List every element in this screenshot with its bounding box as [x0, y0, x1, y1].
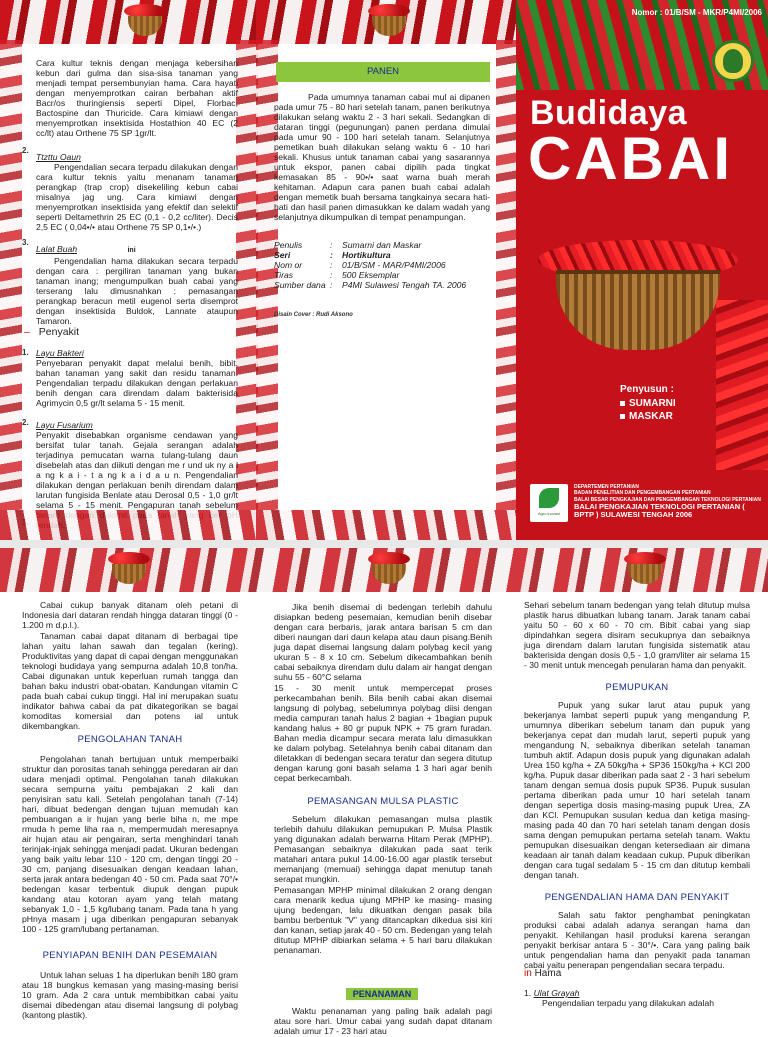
intro-paragraph: Tanaman cabai dapat ditanam di berbagai tipe lahan yaitu lahan sawah dan tegalan (kering). Produktivitas yang dapat di capai dengan menggunakan teknologi budidaya yang sempurna adalah 10,8 ton/ha. Cabai digunakan untuk keperluan rumah tangga dan bahan baku industri obat-obatan. Kandungan vitamin C pada buah cabai cukup tinggi. Hal ini merupakan suatu indikator bahwa cabai da pat dikategorikan se bagai komoditas komersial dan potens ial untuk dikembangkan. [22, 631, 238, 731]
page-separator [0, 540, 768, 548]
item-number: 2. [22, 146, 29, 155]
cover-publication-number: Nomor : 01/B/SM - MKR/P4MI/2006 [631, 8, 762, 17]
panen-heading: PANEN [276, 62, 490, 82]
author-name: SUMARNI [620, 398, 676, 409]
penyakit-heading-label: Penyakit [38, 326, 80, 338]
panen-paragraph: Pada umumnya tanaman cabai mul ai dipanen pada umur 75 - 80 hari setelah tanam, panen berikutnya dilakukan selang waktu 2 - 3 hari sekali. Sedangkan di dataran tinggi (pegunungan) panen perdana dimulai pada umur 90 - 100 hari setelah tanam. Selanjutnya pemetikan buah dilakukan selang waktu 6 - 10 hari sekali. Khusus untuk tanaman cabai yang sasarannya untuk ekspor, panen cabai dipilih pada tingkat kemasakan 85 - 90•/• saat warna buah merah kehitaman. Adapun cara panen buah cabai adalah dengan memetik buah bersama tangkainya secara hati-hati dan hasil panen dimasukkan ke dalam wadah yang selanjutnya dikumpulkan di tempat penampungan. [274, 92, 490, 222]
item-title: Lalat Buah [36, 244, 78, 254]
hama-paragraph: Salah satu faktor penghambat peningkatan produksi cabai adalah adanya serangan hama dan penyakit. Kehilangan hasil produksi karena serangan penyakit berkisar antara 5 - 30°/•. Cara yang paling baik untuk pengendalian hama dan penyakit pada tanaman cabai yaitu penerapan pengendalian secara terpadu. [524, 910, 750, 970]
pengolahan-heading: PENGOLAHAN TANAH [77, 734, 183, 745]
penanaman-paragraph: Waktu penanaman yang paling baik adalah pagi atau sore hari. Umur cabai yang sudah dapat ditanam adalah umur 17 - 23 hari atau [274, 1006, 492, 1036]
tanam-paragraph: Sehari sebelum tanam bedengan yang telah ditutup mulsa plastik harus dibuatkan lubang tanam. Jarak tanam cabai yaitu 50 - 60 x 60 - 70 cm. Bibit cabai yang siap dipindahkan segera disiram secukupnya dan sebaiknya juga direndam dalam larutan fungisida sistematik atau bakterisida dengan dosis 0,5 - 1,0 gram/liter air selama 15 - 30 menit untuk mencegah penularan hama dan penyakit. [524, 600, 750, 670]
item-number: 2. [22, 418, 29, 427]
cover-title-budidaya: Budidaya [530, 94, 688, 132]
meta-key: Penulis [274, 240, 303, 250]
pesemaian-column [274, 602, 492, 784]
publisher-organization [574, 484, 764, 520]
agro-inovasi-logo-icon [530, 484, 568, 522]
bullet-icon [620, 401, 625, 406]
hama-subheading [524, 968, 561, 979]
item-block [524, 988, 750, 1009]
hama-penyakit-text [524, 910, 750, 971]
item-block [36, 348, 238, 409]
hama-penyakit-heading: PENGENDALIAN HAMA DAN PENYAKIT [544, 892, 730, 903]
dash-marker: – [24, 326, 30, 338]
chili-basket-image [538, 240, 738, 350]
item-text: Pengendalian hama dilakukan secara terpadu dengan cara : pergiliran tanaman yang bukan tanaman inang; mengumpulkan buah cabai yang terserang lalu dimusnahkan : pemasangan perangkap beracun metil eugenol serta disemprot dengan insektisida Buldok, Lannate ataupun Tamaron. [36, 256, 238, 326]
intro-paragraph: Cabai cukup banyak ditanam oleh petani di Indonesia dari dataran rendah hingga dataran tinggi (0 - 1.200 m d.p.l.). [22, 600, 238, 630]
org-line: BADAN PENELITIAN DAN PENGEMBANGAN PERTANIAN [574, 490, 711, 497]
penyakit-heading [24, 326, 79, 338]
panen-text [274, 92, 490, 223]
chili-basket-icon [366, 4, 412, 40]
item-title: Ttzttu Oaun [36, 152, 81, 162]
meta-value: Hortikultura [342, 250, 391, 260]
pengolahan-paragraph: Pengolahan tanah bertujuan untuk memperbaiki struktur dan porositas tanah sehingga peredaran air dan udara menjadi optimal. Pengolahan tanah dilakukan secara sempurna yaitu pembajakan 2 kali dan penyisiran satu kali. Setelah pengolahan tanah (7-14) hari, dibuat bedengan dengan tujuan memudah kan pembuangan a ir hujan yang berle biha n, me mpe rmuda h peme liha raa n, mempermudah meresapnya air hujan atau air pengairan, serta menghindari tanah terinjak-injak sehingga menjadi padat. Ukuran bedengan yang baik yaitu lebar 110 - 120 cm, dengan tinggi 20 - 30 cm, panjang disesuaikan dengan keadaan lahan, serta jarak antara bedengan 40 - 50 cm. Pada saat 70°/• bedengan kasar terbentuk diupuk dengan pupuk kandang atau kotoran ayam yang telah matang sebanyak 1,0 - 1,5 kg/lubang tanam. Pada tana h yang pHnya masam j uga diberikan pengapuran sebanyak 100 - 125 gram/lubang pertanaman. [22, 754, 238, 934]
item-title: Layu Bakteri [36, 348, 84, 358]
hama-intro-text: Cara kultur teknis dengan menjaga kebersihan kebun dari gulma dan sisa-sisa tanaman yang menjadi tempat persembunyian hama. Cara hayati dengan menyemprotkan cairan berbahan aktif Bacr/os thuringiensis seperti Dipel, Florbac, Bactospine dan Thuricide. Cara kimiawi dengan menyemprotkan insektisida Hostathion 40 EC (2 cc/lt) atau Orthene 75 SP 1gr/lt. [36, 58, 238, 138]
department-logo-icon [712, 40, 754, 82]
item-number: 3. [22, 238, 29, 247]
item-text: Pengendalian secara terpadu dilakukan dengan cara kultur teknis yaitu menanam tanaman perangkap (trap crop) disekeliling kebun cabai misalnya jag ung. Cara kimiawi dengan menyemprotkan insektisida yang efektif dan selektif seperti Deltamethrin 25 EC (0,1 - 0,2 cc/liter). Decis 2,5 EC ( 0,04•/• atau Orthene 75 SP 0,1•/•.) [36, 162, 238, 232]
meta-key: Tiras [274, 270, 294, 280]
org-line: DEPARTEMEN PERTANIAN [574, 484, 639, 490]
item-text: Penyebaran penyakit dapat melalui benih, bibit, bahan tanaman yang sakit dan residu tanaman. Pengendalian terpadu dilakukan dengan perlakuan benih dengan cara direndam dalam bakterisida Agrimycin 0,5 gr/lt selama 5 - 15 menit. [36, 358, 238, 408]
meta-key: Sumber dana [274, 280, 326, 290]
penanaman-heading: PENANAMAN [346, 988, 418, 1000]
chili-basket-icon [122, 4, 168, 40]
item-text: Penyakit disebabkan organisme cendawan yang bersifat tular tanah. Gejala serangan adalah terjadinya pemucatan warna tulang-tulang daun disebelah atas dan diikuti dengan me r und uk ny a l a ng k a i - t a ng k a i d a u n. Pengendalian dilakukan dengan perlakuan benih direndam dalam larutan fungisida Benlate atau Derosal 0,5 - 1,0 gr/lt selama 5 - 15 menit. Pengapuran tanah sebelum [36, 430, 238, 510]
item-title-suffix: ini [127, 247, 136, 254]
meta-key: Seri [274, 250, 291, 260]
org-name: BALAI PENGKAJIAN TEKNOLOGI PERTANIAN ( BPTP ) SULAWESI TENGAH 2006 [574, 501, 745, 520]
red-chili-image [716, 300, 768, 470]
panel-back-cover [256, 0, 516, 540]
meta-value: Sumarni dan Maskar [342, 240, 422, 250]
pengolahan-text [22, 754, 238, 935]
meta-row: Penulis : Sumarni dan Maskar [274, 240, 422, 250]
item-text: Pengendalian terpadu yang dilakukan adalah [542, 998, 715, 1008]
hama-prefix: in [524, 968, 532, 979]
pemupukan-paragraph: Pupuk yang sukar larut atau pupuk yang bekerjanya lambat seperti pupuk yang mengandung P, umumnya diberikan sebelum tanam dan pupuk yang bekerjanya cepat dan mudah larut, seperti pupuk yang mengandung N, sebaiknya diberikan setelah tanaman tumbuh aktif. Adapun dosis pupuk yang digunakan adalah Urea 150 kg/ha + ZA 50kg/ha + SP36 150kg/ha + KCl 200 kg/ha. Pupuk dasar diberikan pada saat 2 - 3 hari sebelum tanam dengan semua dosis pupuk SP36. Pupuk susulan pertama diberikan pada umur 10 hari setelah tanam dengan sepertiga dosis masing-masing pupuk Urea, ZA dan KCl. Pemupukan susulan kedua dan ketiga masing- masing pada 40 dan 70 hari setelah tanam dengan dosis sama dengan pemupukan pertama setelah tanam. Waktu pemupukan disesuaikan dengan ketersediaan air dimana keadaan air tanah dalam keadaan cukup. Pupuk diberikan dengan cara tugal sedalam 5 - 15 cm dan ditutup kembali dengan tanah. [524, 700, 750, 880]
semai-paragraph: Jika benih disemai di bedengan terlebih dahulu disiapkan bedeng pesemaian, kemudian benih disebar dengan cara berbaris, jarak antara barisan 5 cm dan diberi naungan dari daun kelapa atau daun pisang.Benih juga dapat disemai langsung dalam polybag kecil yang ukuran 5 - 8 x 10 cm. Sebelum dikecambahkan benih cabai sebaiknya direndam dulu dalam air hangat dengan suhu 55 - 60°C selama [274, 602, 492, 682]
chili-basket-icon [622, 552, 668, 588]
penanaman-text [274, 1006, 492, 1037]
meta-value: 01/B/SM - MAR/P4MI/2006 [342, 260, 446, 270]
mulsa-paragraph: Pemasangan MPHP minimal dilakukan 2 orang dengan cara menarik kedua ujung MPHP ke masing- masing ujung bedengan, lalu dikuatkan dengan pasak bila bambu berbentuk "V" yang ditancapkan dikedua sisi kiri dan kanan, setiap jarak 40 - 50 cm. Bedengan yang telah ditutup MPHP dibiarkan selama + 5 hari baru dilakukan penanaman. [274, 885, 492, 955]
meta-row: Tiras : 500 Eksemplar [274, 270, 400, 280]
tanam-column [524, 600, 750, 671]
item-block [36, 244, 238, 327]
hama-label: Hama [534, 968, 562, 979]
front-cover [516, 0, 768, 540]
item-number: 1. [22, 348, 29, 357]
penyemaian-heading: PENYIAPAN BENIH DAN PESEMAIAN [42, 950, 218, 961]
chili-basket-icon [106, 552, 152, 588]
chili-basket-icon [366, 552, 412, 588]
meta-value: 500 Eksemplar [342, 270, 400, 280]
chili-border-side [0, 40, 22, 510]
agro-inovasi-label: Agro inovasi [537, 511, 560, 516]
bullet-icon [620, 414, 625, 419]
brochure-page-inner [0, 548, 768, 1036]
author-name: MASKAR [620, 411, 673, 422]
meta-row: Nom or : 01/B/SM - MAR/P4MI/2006 [274, 260, 446, 270]
intro-column [22, 600, 238, 732]
org-line: BALAI BESAR PENGKAJIAN DAN PENGEMBANGAN TEKNOLOGI PERTANIAN [574, 496, 761, 503]
chili-border-side [236, 40, 258, 510]
mulsa-paragraph: Sebelum dilakukan pemasangan mulsa plastik terlebih dahulu dilakukan pemupukan P. Mulsa Plastik yang digunakan adalah berwarna Hitam Perak (MPHP). Pemasangan sebaiknya dilakukan pada saat terik matahari antara pukul 14.00-16.00 agar plastik tersebut memanjang (memuai) sehingga dapat menutup tanah serapat mungkin. [274, 814, 492, 884]
semai-paragraph: 15 - 30 menit untuk mempercepat proses perkecambahan benih. Bila benih cabai akan disemai langsung di polybag, sebelumnya polybag diisi dengan media campuran tanah halus 2 bagian + 1bagian pupuk kandang halus + 80 gr pupuk NPK + 75 gram furadan. Bahan media dicampur secara merata lalu dimasukkan ke dalam polybag. Setelahnya benih cabai ditanam dan diletakkan di bedengan secara teratur dan segera ditutup dengan karung goni basah selama 1 3 hari agar benih cepat berkecambah. [274, 683, 492, 783]
chili-border-bottom [256, 510, 516, 540]
mulsa-text [274, 814, 492, 956]
item-number: 1. [524, 988, 532, 998]
cover-title-cabai: CABAI [528, 125, 733, 192]
meta-key: Nom or [274, 260, 303, 270]
meta-value: P4MI Sulawesi Tengah TA. 2006 [342, 280, 467, 290]
panel-left-outer [0, 0, 256, 540]
chili-border-bottom [0, 510, 256, 540]
penyemaian-paragraph: Untuk lahan seluas 1 ha diperlukan benih 180 gram atau 18 bungkus kemasan yang masing-masing berisi 10 gram. Ada 2 cara untuk membibitkan cabai yaitu disemai dibedengan atau disemai langsung di polybag (kantong plastik). [22, 970, 238, 1020]
item-title: Layu Fusarium [36, 420, 93, 430]
penyusun-label: Penyusun : [620, 384, 674, 395]
chili-border-side [496, 40, 518, 510]
meta-row: Seri : Hortikultura [274, 250, 391, 260]
pemupukan-text [524, 700, 750, 881]
cover-designer: Disain Cover : Rudi Aksono [274, 312, 353, 318]
publication-meta [274, 240, 494, 290]
pemupukan-heading: PEMUPUKAN [605, 682, 669, 693]
item-block [36, 152, 238, 233]
penyemaian-text [22, 970, 238, 1021]
meta-row: Sumber dana : P4MI Sulawesi Tengah TA. 2006 [274, 280, 467, 290]
mulsa-heading: PEMASANGAN MULSA PLASTIC [307, 796, 459, 807]
item-title: Ulat Grayah [533, 988, 580, 998]
